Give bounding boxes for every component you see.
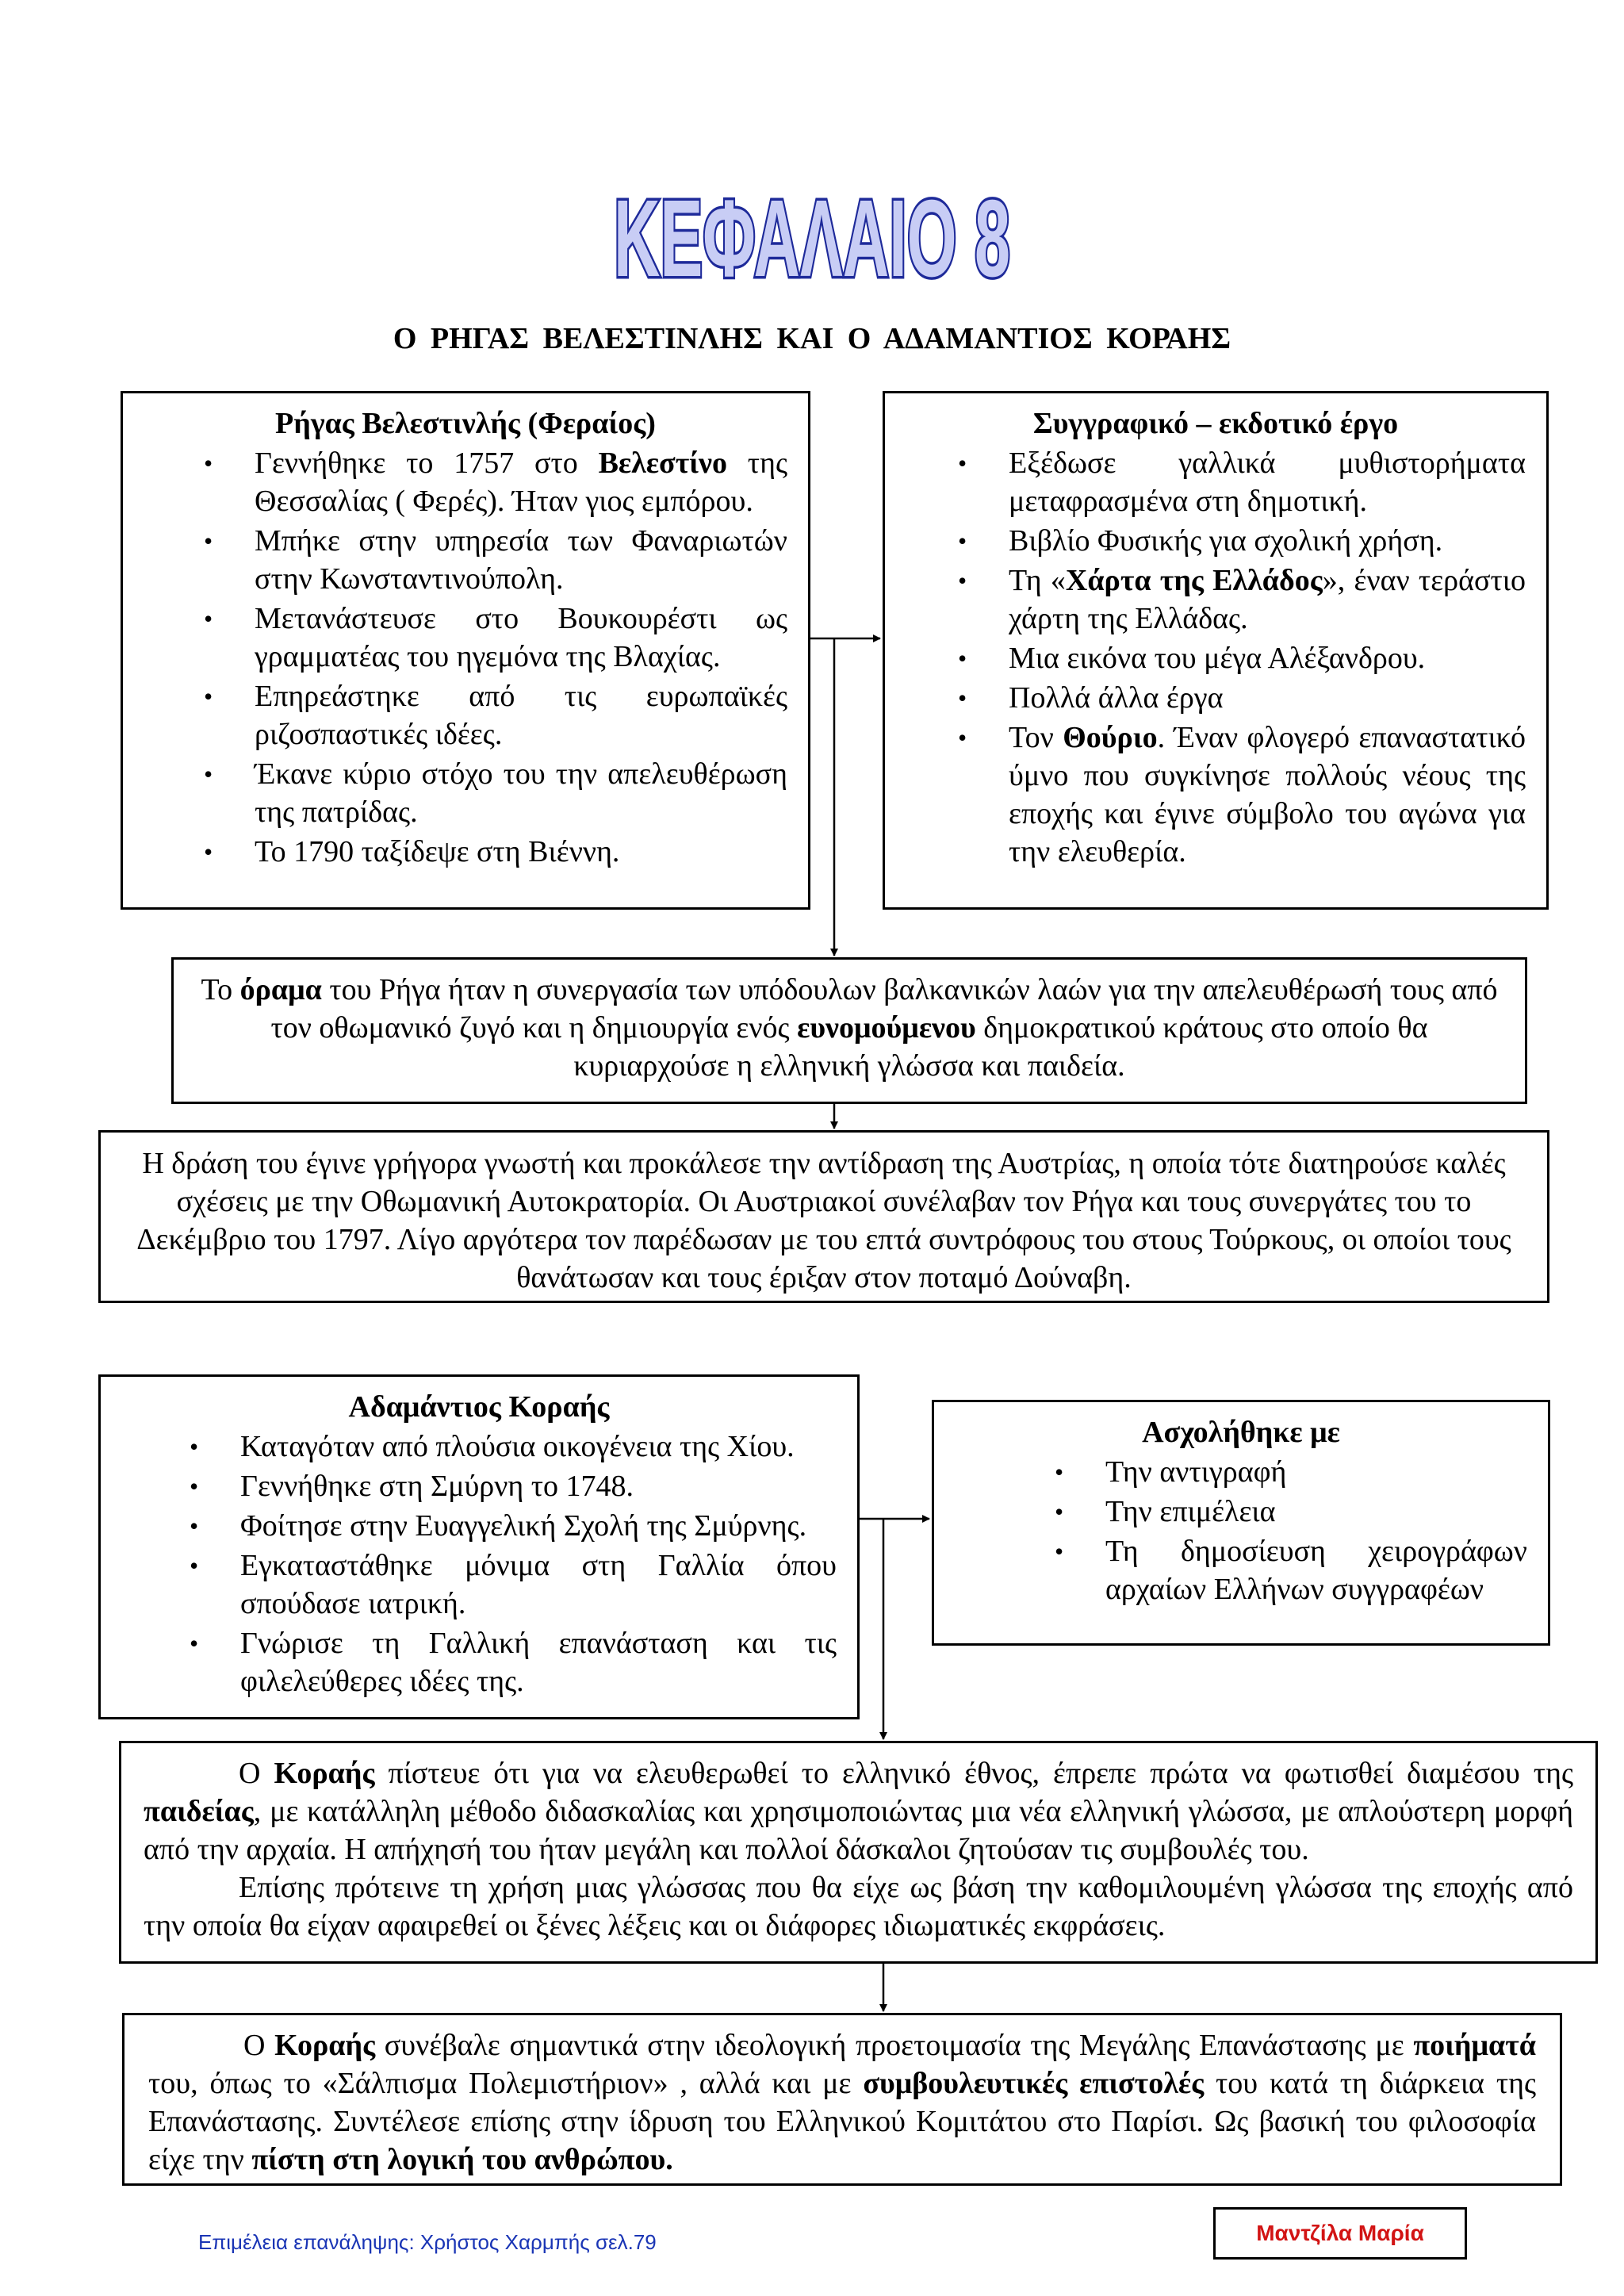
bullet-icon: • <box>1055 1458 1064 1486</box>
list-item <box>906 639 1526 677</box>
list-item <box>144 755 787 831</box>
text-run: Γνώρισε τη Γαλλική επανάσταση και τις φιλελεύθερες ιδέες της. <box>240 1627 837 1698</box>
text-run: . Έναν φλογερό επαναστατικό ύμνο που συγκίνησε πολλούς νέους της εποχής και έγινε σύμβολο του αγώνα για την ελευθερία. <box>1009 721 1526 868</box>
text-run: Εγκαταστάθηκε μόνιμα στη Γαλλία όπου σπούδασε ιατρική. <box>240 1549 837 1620</box>
bullet-icon: • <box>204 682 213 711</box>
text-run: Το <box>201 973 240 1006</box>
occupation-list <box>955 1453 1527 1608</box>
text-run: Το 1790 ταξίδεψε στη Βιέννη. <box>255 835 620 868</box>
page-subtitle: Ο ΡΗΓΑΣ ΒΕΛΕΣΤΙΝΛΗΣ ΚΑΙ Ο ΑΔΑΜΑΝΤΙΟΣ ΚΟΡΑΗΣ <box>393 322 1231 355</box>
bold-text: ευνομούμενου <box>797 1011 976 1045</box>
bullet-icon: • <box>1055 1497 1064 1526</box>
list-item <box>144 522 787 598</box>
text-run: Τον <box>1009 721 1063 754</box>
bullet-icon: • <box>190 1629 199 1658</box>
bullet-icon: • <box>190 1472 199 1501</box>
korais-title: Αδαμάντιος Κοραής <box>348 1390 610 1424</box>
list-item <box>121 1467 837 1505</box>
bullet-icon: • <box>958 723 967 752</box>
list-item <box>906 679 1526 717</box>
list-item <box>955 1532 1527 1608</box>
occupation-title: Ασχολήθηκε με <box>1142 1416 1340 1449</box>
bullet-icon: • <box>958 527 967 555</box>
korais-box <box>98 1374 860 1719</box>
list-item <box>144 833 787 871</box>
bullet-icon: • <box>190 1432 199 1461</box>
list-item <box>906 719 1526 871</box>
rigas-title: Ρήγας Βελεστινλής (Φεραίος) <box>275 407 656 440</box>
text-run: Φοίτησε στην Ευαγγελική Σχολή της Σμύρνης. <box>240 1509 807 1543</box>
list-item <box>144 600 787 676</box>
vision-box <box>171 957 1527 1104</box>
text-run: Τη δημοσίευση χειρογράφων αρχαίων Ελλήνων συγγραφέων <box>1105 1535 1527 1606</box>
text-run: Γεννήθηκε το 1757 στο <box>255 447 599 480</box>
bold-text: Κοραής <box>274 1757 375 1790</box>
list-item <box>906 562 1526 638</box>
bullet-icon: • <box>958 684 967 712</box>
list-item <box>121 1428 837 1466</box>
bullet-icon: • <box>204 527 213 555</box>
text-run: Τη « <box>1009 564 1066 597</box>
list-item <box>121 1507 837 1545</box>
writings-box <box>883 391 1549 910</box>
korais-list <box>121 1428 837 1700</box>
list-item <box>121 1624 837 1700</box>
belief-paragraph-2 <box>144 1869 1573 1945</box>
text-run: , με κατάλληλη μέθοδο διδασκαλίας και χρησιμοποιώντας μια νέα ελληνική γλώσσα, με απλούστερη μορφή από την αρχαία. Η απήχησή του ήταν μεγάλη και πολλοί δάσκαλοι ζητούσαν τις συμβουλές του. <box>144 1795 1573 1866</box>
chapter-heading-text: ΚΕΦΑΛΑΙΟ 8 <box>614 187 1010 290</box>
text-run: Βιβλίο Φυσικής για σχολική χρήση. <box>1009 524 1443 558</box>
vision-text <box>197 971 1501 1085</box>
bullet-icon: • <box>958 449 967 477</box>
list-item <box>144 444 787 520</box>
text-run: του Ρήγα ήταν η συνεργασία των υπόδουλων βαλκανικών λαών για την απελευθέρωσή τους από τον οθωμανικό ζυγό και η δημιουργία ενός <box>270 973 1498 1045</box>
text-run: συνέβαλε σημαντικά στην ιδεολογική προετοιμασία της Μεγάλης Επανάστασης με <box>375 2029 1414 2062</box>
text-run: Γεννήθηκε στη Σμύρνη το 1748. <box>240 1470 634 1503</box>
rigas-list <box>144 444 787 871</box>
bullet-icon: • <box>204 760 213 788</box>
list-item <box>144 677 787 753</box>
bold-text: όραμα <box>239 973 322 1006</box>
text-run: του, όπως το «Σάλπισμα Πολεμιστήριον» , αλλά και με <box>148 2067 864 2100</box>
bullet-icon: • <box>958 566 967 595</box>
text-run: Καταγόταν από πλούσια οικογένεια της Χίου. <box>240 1430 795 1463</box>
text-run: Μια εικόνα του μέγα Αλέξανδρου. <box>1009 642 1426 675</box>
text-run: πίστευε ότι για να ελευθερωθεί το ελληνικό έθνος, έπρεπε πρώτα να φωτισθεί διαμέσου της <box>374 1757 1574 1790</box>
text-run: Την αντιγραφή <box>1105 1455 1287 1489</box>
list-item <box>955 1453 1527 1491</box>
bullet-icon: • <box>1055 1537 1064 1566</box>
bullet-icon: • <box>204 604 213 633</box>
text-run: Επηρεάστηκε από τις ευρωπαϊκές ριζοσπαστικές ιδέες. <box>255 680 787 751</box>
bullet-icon: • <box>190 1551 199 1580</box>
list-item <box>906 444 1526 520</box>
list-item <box>906 522 1526 560</box>
bold-text: παιδείας <box>144 1795 254 1828</box>
text-run: Έκανε κύριο στόχο του την απελευθέρωση της πατρίδας. <box>255 757 787 829</box>
list-item <box>955 1493 1527 1531</box>
bold-text: πίστη στη λογική του ανθρώπου. <box>251 2143 673 2176</box>
text-run: Ο <box>243 2029 275 2062</box>
bullet-icon: • <box>190 1512 199 1540</box>
author-name-box: Μαντζίλα Μαρία <box>1213 2207 1467 2260</box>
rigas-box <box>121 391 810 910</box>
text-run: Την επιμέλεια <box>1105 1495 1276 1528</box>
text-run: Επίσης πρότεινε τη χρήση μιας γλώσσας που θα είχε ως βάση την καθομιλουμένη γλώσσα της εποχής από την οποία θα είχαν αφαιρεθεί οι ξένες λέξεις και οι διάφορες ιδιωματικές εκφράσεις. <box>144 1871 1573 1942</box>
list-item <box>121 1547 837 1623</box>
bold-text: Θούριο <box>1063 721 1158 754</box>
footer-credit: Επιμέλεια επανάληψης: Χρήστος Χαρμπής σελ.79 <box>198 2230 657 2254</box>
writings-title: Συγγραφικό – εκδοτικό έργο <box>1032 407 1399 440</box>
bold-text: Χάρτα της Ελλάδος <box>1065 564 1323 597</box>
text-run: Η δράση του έγινε γρήγορα γνωστή και προκάλεσε την αντίδραση της Αυστρίας, η οποία τότε διατηρούσε καλές σχέσεις με την Οθωμανική Αυτοκρατορία. Οι Αυστριακοί συνέλαβαν τον Ρήγα και τους συνεργάτες του το Δεκέμβριο του 1797. Λίγο αργότερα τον παρέδωσαν με του επτά συντρόφους του στους Τούρκους, οι οποίοι τους θανάτωσαν και τους έριξαν στον ποταμό Δούναβη. <box>136 1147 1511 1294</box>
contribution-box <box>122 2013 1562 2186</box>
belief-paragraph-1 <box>144 1754 1573 1869</box>
bullet-icon: • <box>958 644 967 673</box>
text-run: Μπήκε στην υπηρεσία των Φαναριωτών στην Κωνσταντινούπολη. <box>255 524 787 596</box>
text-run: δημοκρατικού κράτους στο οποίο θα κυριαρχούσε η ελληνική γλώσσα και παιδεία. <box>573 1011 1428 1083</box>
arrest-box <box>98 1130 1549 1303</box>
belief-box <box>119 1741 1598 1964</box>
text-run: Εξέδωσε γαλλικά μυθιστορήματα μεταφρασμένα στη δημοτική. <box>1009 447 1526 518</box>
text-run: του κατά τη διάρκεια της Επανάστασης. Συντέλεσε επίσης στην ίδρυση του Ελληνικού Κομιτάτου στο Παρίσι. Ως βασική του φιλοσοφία είχε την <box>148 2067 1537 2176</box>
bullet-icon: • <box>204 449 213 477</box>
text-run: Πολλά άλλα έργα <box>1009 681 1224 715</box>
occupation-box <box>932 1400 1550 1646</box>
text-run: της Θεσσαλίας ( Φερές). Ήταν γιος εμπόρου. <box>255 447 787 518</box>
bullet-icon: • <box>204 838 213 866</box>
text-run: Ο <box>239 1757 274 1790</box>
bold-text: Βελεστίνο <box>598 447 727 480</box>
contribution-text <box>148 2026 1536 2179</box>
bold-text: ποιήματά <box>1413 2029 1536 2062</box>
bold-text: Κοραής <box>274 2029 376 2062</box>
writings-list <box>906 444 1526 871</box>
text-run: Μετανάστευσε στο Βουκουρέστι ως γραμματέας του ηγεμόνα της Βλαχίας. <box>255 602 787 673</box>
text-run: », έναν τεράστιο χάρτη της Ελλάδας. <box>1009 564 1526 635</box>
arrest-text <box>115 1144 1533 1297</box>
bold-text: συμβουλευτικές επιστολές <box>863 2067 1205 2100</box>
